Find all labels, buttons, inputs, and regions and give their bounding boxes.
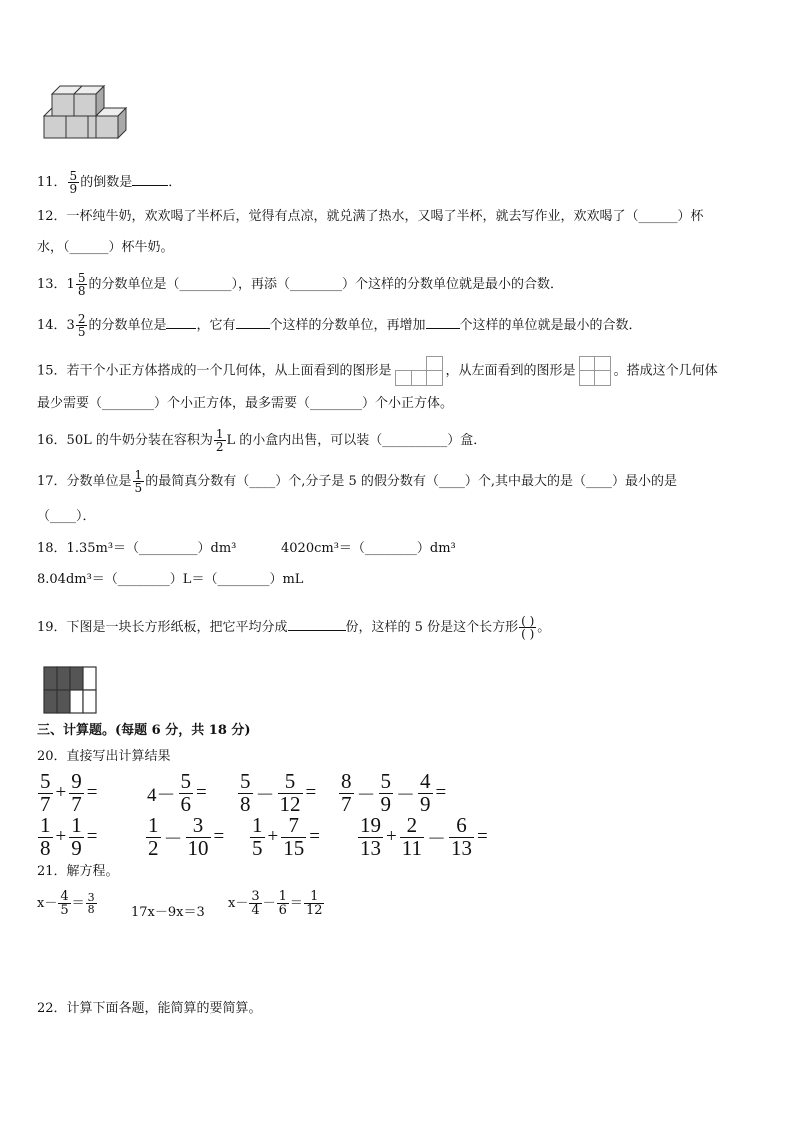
- fraction: $\frac{4}{5}$: [60, 889, 69, 918]
- rectangle-board-figure: [43, 666, 97, 714]
- operator: =: [309, 826, 320, 847]
- operator: －: [396, 784, 416, 806]
- fraction: $\frac{2}{5}$: [77, 312, 86, 339]
- operator: －: [255, 784, 275, 806]
- question-18-c: 8.04dm³＝（________）L＝（________）mL: [37, 572, 304, 587]
- answer-blank: [132, 173, 168, 186]
- question-17-line-2: （____）．: [37, 509, 96, 524]
- question-20-title: 20．直接写出计算结果: [37, 749, 171, 764]
- question-text: 19．下图是一块长方形纸板，把它平均分成: [37, 620, 288, 635]
- eq-term: x－: [37, 896, 58, 911]
- question-text: 15．若干个小正方体搭成的一个几何体，从上面看到的图形是: [37, 363, 392, 379]
- fraction: $\frac{1}{8}$: [40, 813, 51, 860]
- question-21-title: 21．解方程。: [37, 864, 119, 879]
- fraction: $\frac{9}{7}$: [71, 769, 82, 816]
- question-number: 11．: [37, 175, 67, 190]
- fraction: $\frac{6}{13}$: [450, 813, 472, 860]
- fraction: $\frac{5}{6}$: [180, 769, 192, 816]
- operator: =: [86, 782, 98, 803]
- operator: =: [196, 782, 207, 803]
- fraction: $\frac{3}{10}$: [187, 813, 209, 860]
- operator: =: [213, 826, 225, 847]
- fraction: $\frac{4}{9}$: [420, 769, 431, 816]
- question-11: [37, 170, 181, 195]
- answer-blank: [236, 316, 270, 329]
- question-17-line-1: [37, 469, 677, 494]
- operator: －: [262, 896, 276, 911]
- answer-blank: [166, 316, 196, 329]
- operator: －: [356, 784, 376, 806]
- question-text: L 的小盒内出售，可以装（__________）盒．: [226, 433, 487, 448]
- mixed-whole: 1: [66, 277, 75, 292]
- question-text: 个这样的分数单位，再增加: [269, 318, 426, 333]
- equation-3: [228, 890, 325, 917]
- question-number: 14．: [37, 318, 67, 333]
- question-text: 份，这样的 5 份是这个长方形: [345, 620, 519, 635]
- question-number: 13．: [37, 277, 67, 292]
- question-15-line-1: [37, 356, 718, 386]
- question-12-line-2: 水，（______）杯牛奶。: [37, 240, 174, 255]
- period: ．: [168, 175, 182, 190]
- calc-expression: [37, 815, 99, 859]
- calc-expression: [37, 771, 99, 815]
- calc-expression: [145, 771, 209, 815]
- fraction: $\frac{5}{8}$: [240, 769, 251, 816]
- top-view-grid: [395, 356, 443, 386]
- period: 。: [537, 620, 551, 635]
- question-16: [37, 428, 486, 453]
- calc-expression: [338, 771, 448, 815]
- fraction: $\frac{3}{4}$: [251, 889, 260, 918]
- operator: +: [386, 826, 397, 847]
- section-heading: 三、计算题。(每题 6 分，共 18 分): [37, 723, 251, 738]
- question-text: ，它有: [196, 318, 236, 333]
- question-18-b: 4020cm³＝（________）dm³: [281, 541, 456, 556]
- fraction: $\frac{1}{5}$: [252, 813, 263, 860]
- answer-blank: [288, 618, 346, 631]
- calc-expression: [249, 815, 322, 859]
- fraction: $\frac{5}{9}$: [380, 769, 392, 816]
- fraction: $\frac{1}{9}$: [71, 813, 82, 860]
- equals-sign: ＝: [71, 896, 85, 911]
- question-18-a: 18．1.35m³＝（_________）dm³: [37, 541, 237, 556]
- question-14: [37, 313, 642, 338]
- question-text: ，从左面看到的图形是: [445, 363, 576, 379]
- equation-2: 17x－9x＝3: [131, 905, 205, 920]
- question-text: 个这样的单位就是最小的合数．: [459, 318, 642, 333]
- question-text: 的倒数是: [80, 175, 133, 190]
- fraction: $\frac{8}{7}$: [341, 769, 352, 816]
- fraction: $\frac{5}{8}$: [77, 271, 86, 298]
- answer-fraction: $\frac{( )}{( )}$: [521, 614, 535, 641]
- fraction: $\frac{3}{8}$: [87, 891, 95, 916]
- operator: 4－: [147, 784, 176, 806]
- fraction: $\frac{1}{6}$: [278, 889, 287, 918]
- left-view-grid: [579, 356, 611, 386]
- question-text: 16．50L 的牛奶分装在容积为: [37, 433, 213, 448]
- question-22-title: 22．计算下面各题，能简算的要简算。: [37, 1001, 262, 1016]
- equals-sign: ＝: [289, 896, 303, 911]
- question-13: [37, 272, 563, 297]
- mixed-whole: 3: [66, 318, 75, 333]
- eq-term: x－: [228, 896, 249, 911]
- operator: =: [476, 826, 488, 847]
- question-15-line-2: 最少需要（________）个小正方体，最多需要（________）个小正方体。: [37, 396, 454, 411]
- fraction: $\frac{1}{2}$: [148, 813, 159, 860]
- calc-expression: [237, 771, 318, 815]
- fraction: $\frac{5}{12}$: [279, 769, 301, 816]
- fraction: $\frac{5}{7}$: [40, 769, 51, 816]
- equation-1: [37, 890, 98, 917]
- answer-blank: [426, 316, 460, 329]
- fraction: $\frac{1}{12}$: [305, 889, 323, 918]
- fraction: $\frac{7}{15}$: [283, 813, 305, 860]
- operator: =: [305, 782, 317, 803]
- operator: －: [426, 828, 446, 850]
- operator: =: [435, 782, 447, 803]
- question-text: 的最简真分数有（____）个,分子是 5 的假分数有（____）个,其中最大的是（____）最小的是: [145, 474, 677, 489]
- question-text: 的分数单位是（________），再添（________）个这样的分数单位就是最小的合数．: [88, 277, 563, 292]
- fraction: $\frac{5}{9}$: [69, 169, 78, 196]
- fraction: $\frac{1}{5}$: [134, 468, 143, 495]
- operator: =: [86, 826, 98, 847]
- cube-stack-figure: [40, 82, 132, 148]
- fraction: $\frac{1}{2}$: [215, 427, 224, 454]
- operator: +: [55, 782, 67, 803]
- operator: +: [55, 826, 67, 847]
- operator: +: [267, 826, 279, 847]
- question-12-line-1: 12．一杯纯牛奶，欢欢喝了半杯后，觉得有点凉，就兑满了热水，又喝了半杯，就去写作业，欢欢喝了（______）杯: [37, 209, 704, 224]
- calc-expression: [357, 815, 490, 859]
- calc-expression: [145, 815, 226, 859]
- question-text: 。搭成这个几何体: [613, 363, 718, 379]
- question-19: [37, 615, 550, 640]
- operator: －: [163, 828, 183, 850]
- fraction: $\frac{19}{13}$: [360, 813, 381, 860]
- question-text: 17．分数单位是: [37, 474, 132, 489]
- question-text: 的分数单位是: [88, 318, 167, 333]
- fraction: $\frac{2}{11}$: [401, 813, 422, 860]
